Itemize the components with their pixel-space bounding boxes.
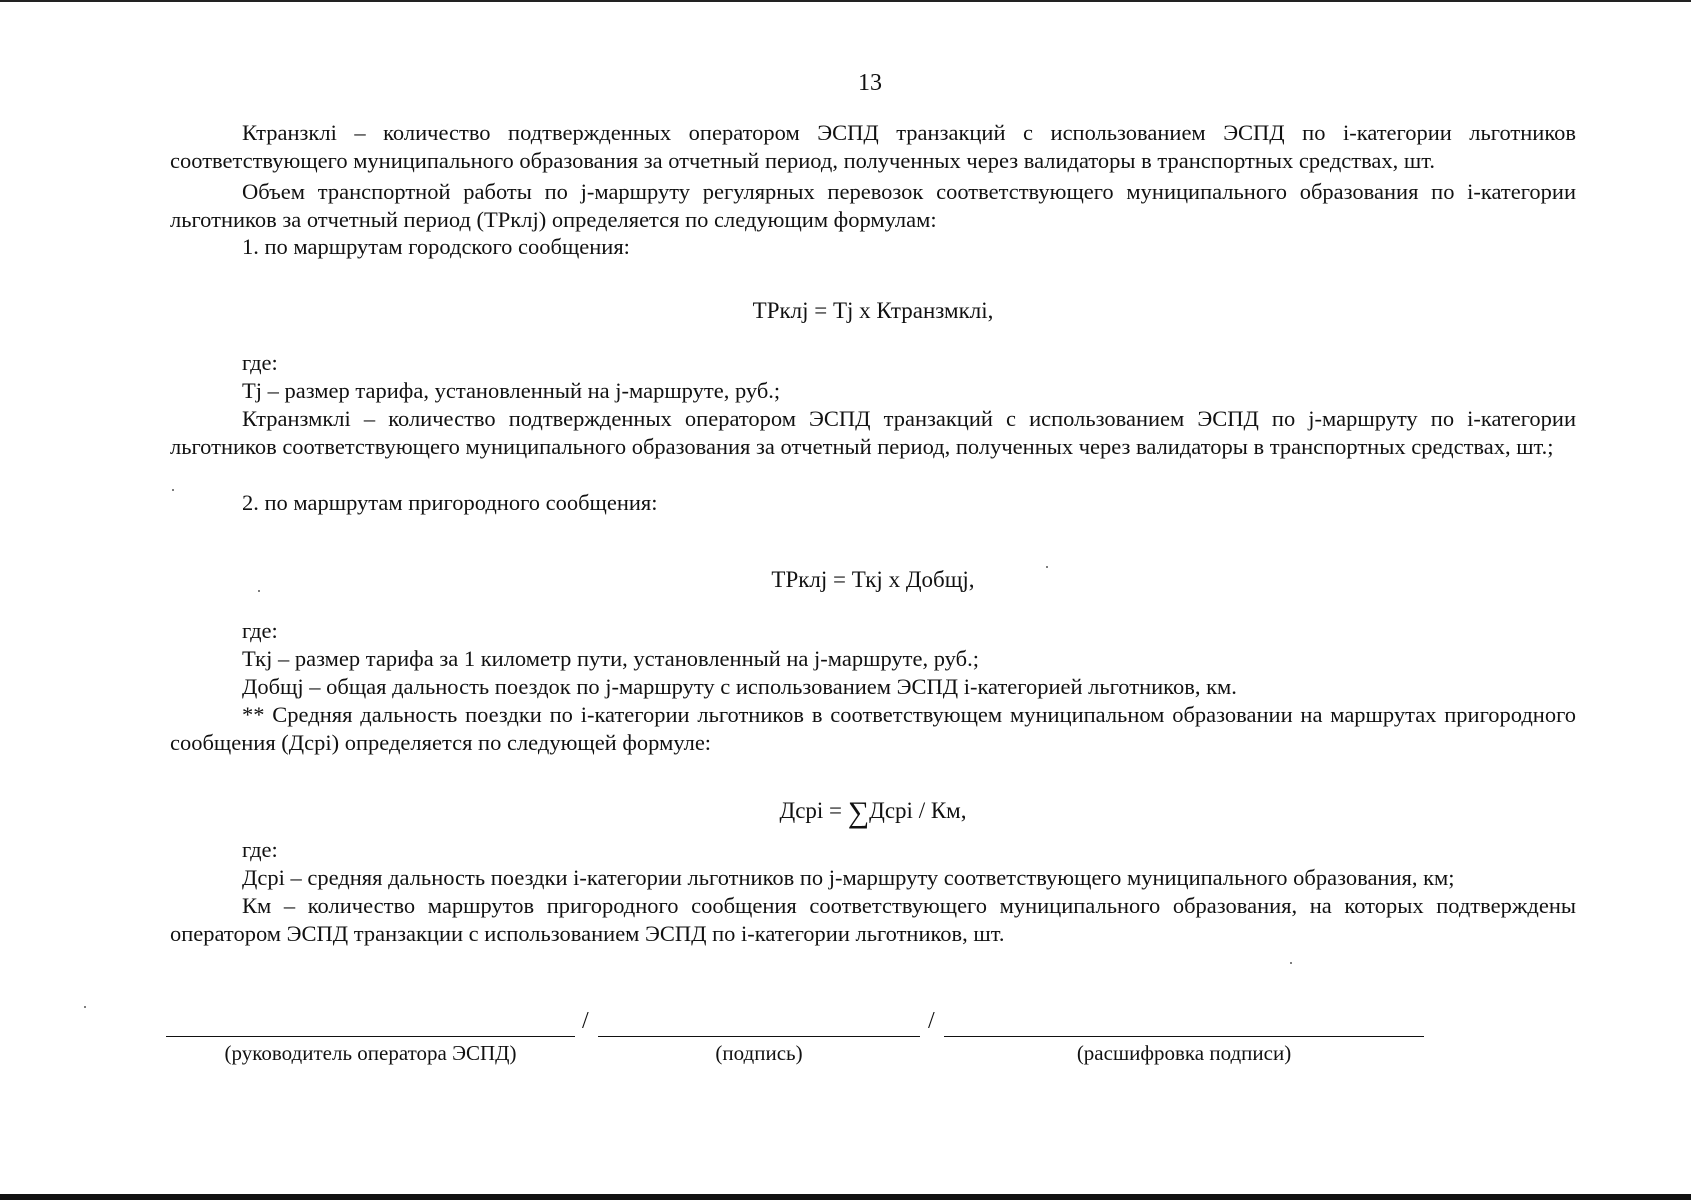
scan-top-edge — [0, 0, 1691, 2]
formula-city-routes: ТРклj = Тj x Ктранзмклі, — [752, 298, 994, 323]
caption-name: (расшифровка подписи) — [1076, 1041, 1292, 1065]
list-item-suburban-routes: 2. по маршрутам пригородного сообщения: — [242, 490, 658, 515]
paragraph-ktranzkli-definition: Ктранзклі – количество подтвержденных оператором ЭСПД транзакций с использованием ЭСПД по і-категории льготников соответствующего муниципального образования за отчетный период, полученных через валидаторы в транспортных средствах, шт. — [170, 120, 1576, 173]
signature-line-signature — [598, 1036, 920, 1037]
scan-speck — [84, 1006, 86, 1008]
signature-line-head — [166, 1036, 575, 1037]
caption-head: (руководитель оператора ЭСПД) — [224, 1041, 517, 1065]
caption-signature: (подпись) — [715, 1041, 803, 1065]
sum-symbol: ∑ — [847, 796, 870, 829]
scan-speck — [258, 590, 260, 592]
page-number: 13 — [858, 70, 882, 96]
where-label-2: где: — [242, 618, 278, 643]
paragraph-dobshj-definition: Добщj – общая дальность поездок по j-маршруту с использованием ЭСПД і-категорией льготников, км. — [242, 674, 1237, 699]
formula-average-distance — [170, 797, 1576, 827]
signature-line-name — [944, 1036, 1424, 1037]
scan-bottom-edge — [0, 1194, 1691, 1200]
paragraph-average-distance-intro: ** Средняя дальность поездки по і-категории льготников в соответствующем муниципальном образовании на маршрутах пригородного сообщения (Дсрі) определяется по следующей формуле: — [170, 702, 1576, 755]
where-label-3: где: — [242, 837, 278, 862]
signature-slash-1: / — [582, 1008, 589, 1034]
scan-speck — [1290, 962, 1292, 964]
formula-right-side: Дсрі / Км, — [869, 798, 967, 823]
scan-speck — [1046, 566, 1048, 568]
signature-slash-2: / — [928, 1008, 935, 1034]
formula-left-side: Дсрі = — [779, 798, 848, 823]
formula-suburban-routes: ТРклj = Ткj x Добщj, — [771, 567, 975, 592]
paragraph-tj-definition: Тj – размер тарифа, установленный на j-маршруте, руб.; — [242, 378, 781, 403]
paragraph-km-definition: Км – количество маршрутов пригородного сообщения соответствующего муниципального образования, на которых подтверждены оператором ЭСПД транзакции с использованием ЭСПД по і-категории льготников, шт. — [170, 893, 1576, 946]
paragraph-ktranzmkli-definition: Ктранзмклі – количество подтвержденных оператором ЭСПД транзакций с использованием ЭСПД по j-маршруту по і-категории льготников соответствующего муниципального образования за отчетный период, полученных через валидаторы в транспортных средствах, шт.; — [170, 406, 1576, 459]
paragraph-dsri-definition: Дсрі – средняя дальность поездки і-категории льготников по j-маршруту соответствующего муниципального образования, км; — [242, 865, 1455, 890]
paragraph-transport-work-intro: Объем транспортной работы по j-маршруту регулярных перевозок соответствующего муниципального образования по і-категории льготников за отчетный период (ТРклj) определяется по следующим формулам: — [170, 179, 1576, 232]
list-item-city-routes: 1. по маршрутам городского сообщения: — [242, 234, 630, 259]
where-label-1: где: — [242, 350, 278, 375]
paragraph-tkj-definition: Ткj – размер тарифа за 1 километр пути, установленный на j-маршруте, руб.; — [242, 646, 979, 671]
scan-speck — [172, 489, 174, 491]
